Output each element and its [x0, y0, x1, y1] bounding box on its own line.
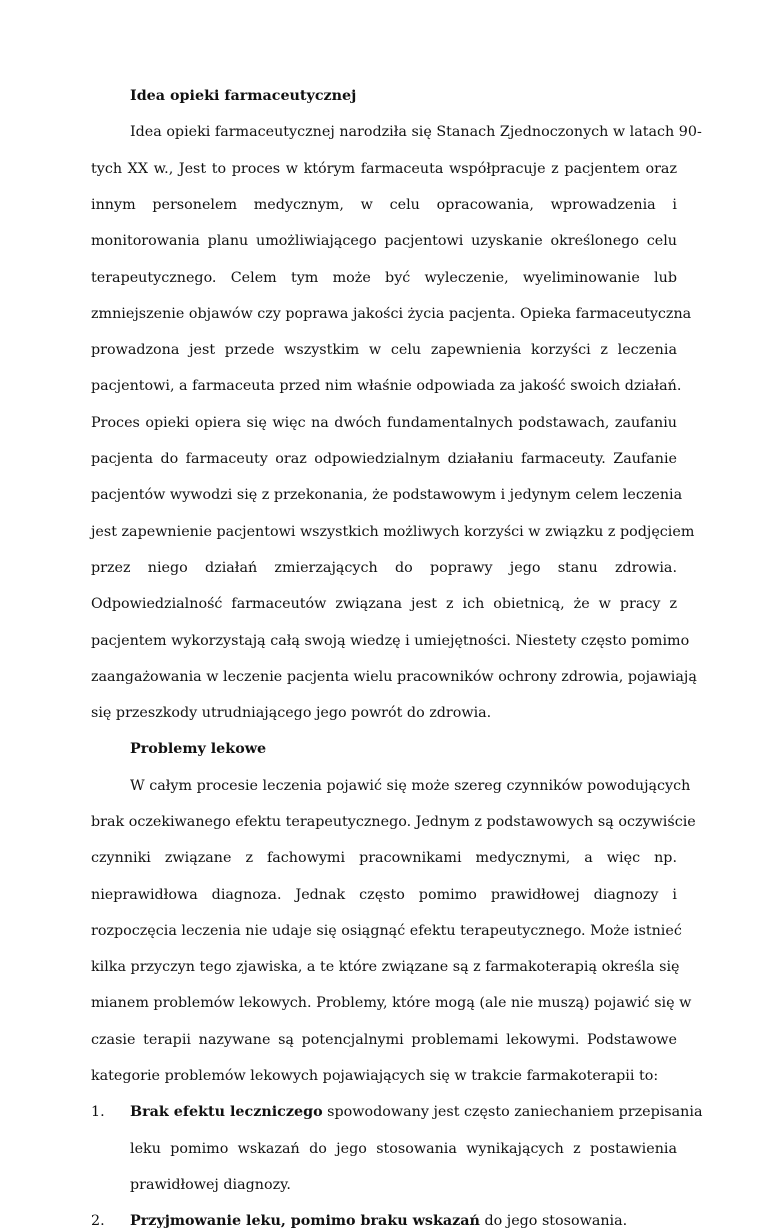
list-item-text: do jego stosowania. — [479, 1213, 628, 1229]
paragraph-line: czasie terapii nazywane są potencjalnymi problemami lekowymi. Podstawowe — [91, 1032, 677, 1048]
list-item — [130, 1102, 703, 1122]
list-item-title: Przyjmowanie leku, pomimo braku wskazań — [130, 1213, 480, 1229]
section-heading-problems: Problemy lekowe — [130, 741, 267, 757]
paragraph-line: mianem problemów lekowych. Problemy, które mogą (ale nie muszą) pojawić się w — [91, 995, 692, 1011]
paragraph-line: kategorie problemów lekowych pojawiających się w trakcie farmakoterapii to: — [91, 1068, 659, 1084]
paragraph-line: się przeszkody utrudniającego jego powrót do zdrowia. — [91, 705, 492, 721]
list-number: 1. — [91, 1104, 105, 1120]
paragraph-line: nieprawidłowa diagnoza. Jednak często pomimo prawidłowej diagnozy i — [91, 887, 677, 903]
paragraph-line: innym personelem medycznym, w celu opracowania, wprowadzenia i — [91, 197, 677, 213]
paragraph-line: W całym procesie leczenia pojawić się może szereg czynników powodujących — [130, 778, 691, 794]
paragraph-line: jest zapewnienie pacjentowi wszystkich możliwych korzyści w związku z podjęciem — [91, 524, 695, 540]
paragraph-line: monitorowania planu umożliwiającego pacjentowi uzyskanie określonego celu — [91, 233, 677, 249]
paragraph-line: pacjenta do farmaceuty oraz odpowiedzialnym działaniu farmaceuty. Zaufanie — [91, 451, 677, 467]
paragraph-line: pacjentowi, a farmaceuta przed nim właśnie odpowiada za jakość swoich działań. — [91, 378, 682, 394]
paragraph-line: rozpoczęcia leczenia nie udaje się osiągnąć efektu terapeutycznego. Może istnieć — [91, 923, 682, 939]
list-item-text: spowodowany jest często zaniechaniem przepisania — [322, 1104, 703, 1120]
list-item — [130, 1211, 677, 1231]
paragraph-line: terapeutycznego. Celem tym może być wyleczenie, wyeliminowanie lub — [91, 270, 677, 286]
paragraph-line: zmniejszenie objawów czy poprawa jakości życia pacjenta. Opieka farmaceutyczna — [91, 306, 692, 322]
list-item-title: Brak efektu leczniczego — [130, 1104, 323, 1120]
paragraph-line: zaangażowania w leczenie pacjenta wielu pracowników ochrony zdrowia, pojawiają — [91, 669, 697, 685]
paragraph-line: kilka przyczyn tego zjawiska, a te które związane są z farmakoterapią określa się — [91, 959, 680, 975]
paragraph-line: Proces opieki opiera się więc na dwóch fundamentalnych podstawach, zaufaniu — [91, 415, 677, 431]
paragraph-line: przez niego działań zmierzających do poprawy jego stanu zdrowia. — [91, 560, 677, 576]
list-number: 2. — [91, 1213, 105, 1229]
paragraph-line: tych XX w., Jest to proces w którym farmaceuta współpracuje z pacjentem oraz — [91, 161, 677, 177]
list-item-continuation: leku pomimo wskazań do jego stosowania wynikających z postawienia — [130, 1141, 677, 1157]
paragraph-line: pacjentem wykorzystają całą swoją wiedzę i umiejętności. Niestety często pomimo — [91, 633, 690, 649]
paragraph-line: Idea opieki farmaceutycznej narodziła się Stanach Zjednoczonych w latach 90- — [130, 124, 702, 140]
list-item-continuation: prawidłowej diagnozy. — [130, 1177, 291, 1193]
section-heading-idea: Idea opieki farmaceutycznej — [130, 88, 357, 104]
paragraph-line: pacjentów wywodzi się z przekonania, że podstawowym i jedynym celem leczenia — [91, 487, 683, 503]
paragraph-line: prowadzona jest przede wszystkim w celu zapewnienia korzyści z leczenia — [91, 342, 677, 358]
paragraph-line: czynniki związane z fachowymi pracownikami medycznymi, a więc np. — [91, 850, 677, 866]
paragraph-line: Odpowiedzialność farmaceutów związana jest z ich obietnicą, że w pracy z — [91, 596, 677, 612]
paragraph-line: brak oczekiwanego efektu terapeutycznego. Jednym z podstawowych są oczywiście — [91, 814, 696, 830]
